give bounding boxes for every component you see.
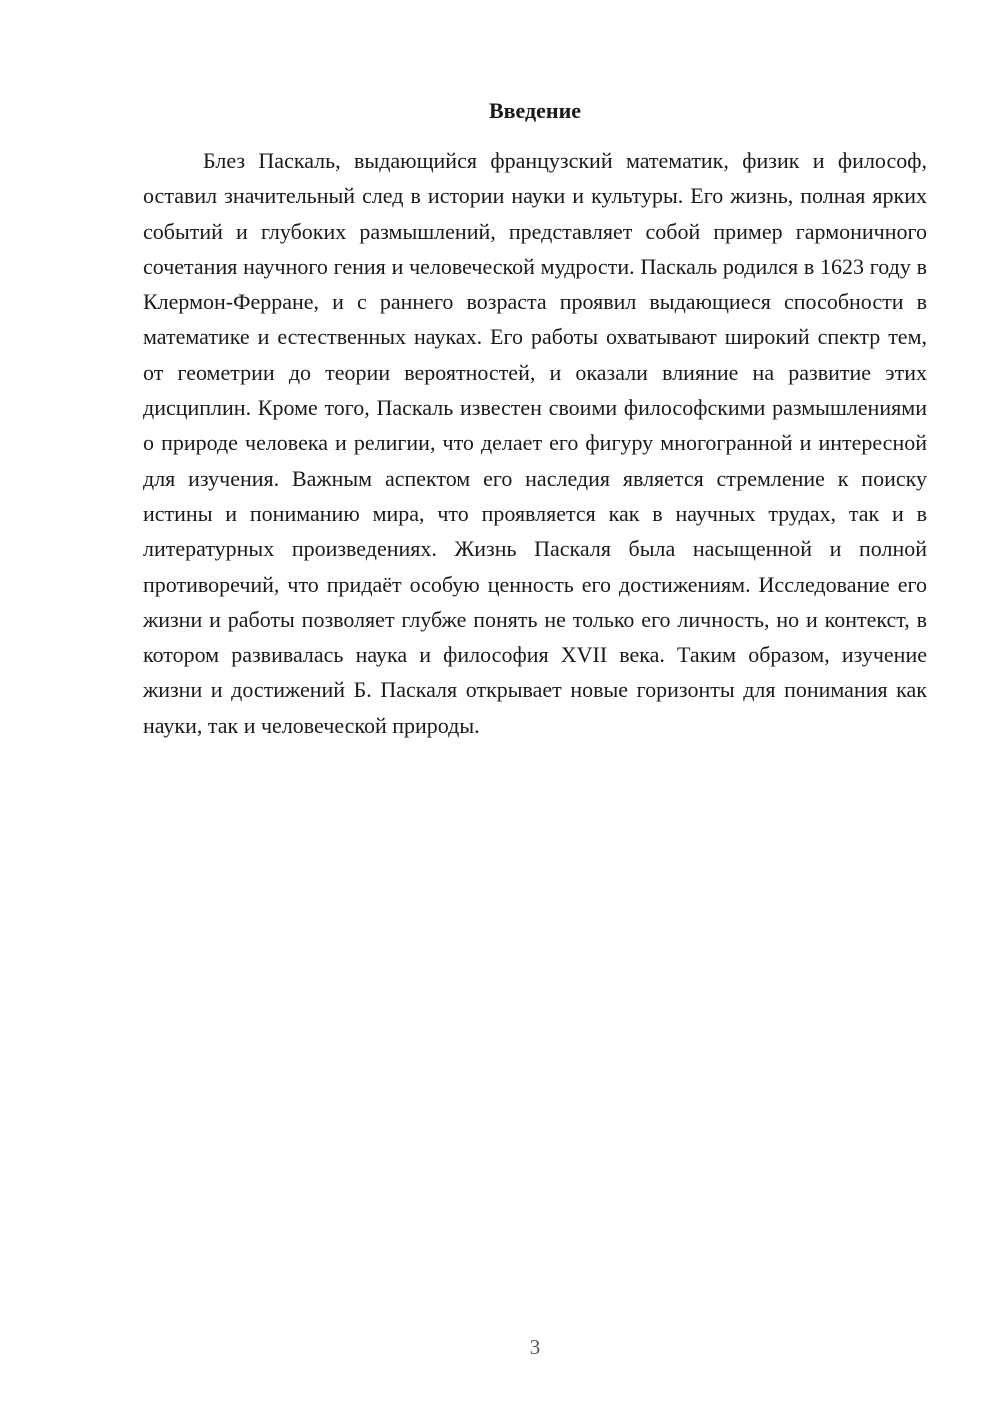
page-number: 3 xyxy=(529,1335,541,1359)
section-heading: Введение xyxy=(488,98,582,123)
body-paragraph: Блез Паскаль, выдающийся французский математик, физик и философ, оставил значительный след в истории науки и культуры. Его жизнь, полная ярких событий и глубоких размышлений, представляет собой пример гармоничного сочетания научного гения и человеческой мудрости. Паскаль родился в 1623 году в Клермон-Ферране, и с раннего возраста проявил выдающиеся способности в математике и естественных науках. Его работы охватывают широкий спектр тем, от геометрии до теории вероятностей, и оказали влияние на развитие этих дисциплин. Кроме того, Паскаль известен своими философскими размышлениями о природе человека и религии, что делает его фигуру многогранной и интересной для изучения. Важным аспектом его наследия является стремление к поиску истины и пониманию мира, что проявляется как в научных трудах, так и в литературных произведениях. Жизнь Паскаля была насыщенной и полной противоречий, что придаёт особую ценность его достижениям. Исследование его жизни и работы позволяет глубже понять не только его личность, но и контекст, в котором развивалась наука и философия XVII века. Таким образом, изучение жизни и достижений Б. Паскаля открывает новые горизонты для понимания как науки, так и человеческой природы. xyxy=(143,148,927,738)
